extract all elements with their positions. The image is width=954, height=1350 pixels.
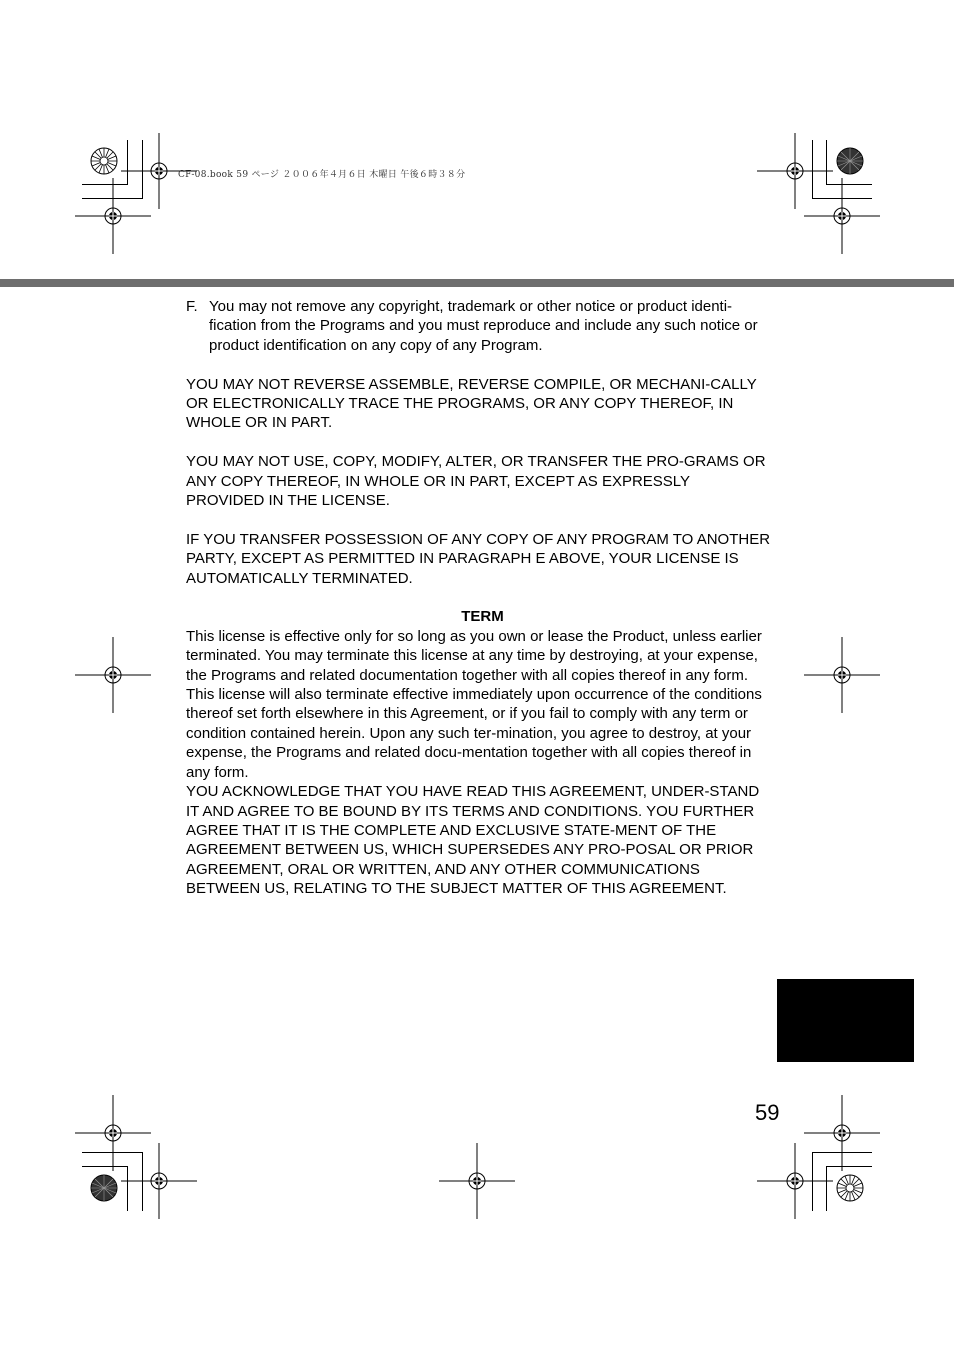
reverse-assemble-paragraph: YOU MAY NOT REVERSE ASSEMBLE, REVERSE COMPILE, OR MECHANI-CALLY OR ELECTRONICALLY TRACE THE PROGRAMS, OR ANY COPY THEREOF, IN WHOLE OR IN PART.: [186, 375, 757, 432]
print-info-slug: CF-08.book 59 ページ ２００６年４月６日 木曜日 午後６時３８分: [178, 170, 466, 180]
chapter-tab: [777, 979, 914, 1062]
term-body: This license is effective only for so long as you own or lease the Product, unless earlier terminated. You may terminate this license at any time by destroying, at your expense, the Programs and related documentation together with all copies thereof in any form. This license will also terminate effective immediately upon occurrence of the conditions thereof set forth elsewhere in this Agreement, or if you fail to comply with any term or condition contained herein. Upon any such ter-mination, you agree to destroy, at your expense, the Programs and related docu-mentation together with all copies thereof in any form.: [186, 627, 762, 781]
no-copy-paragraph: YOU MAY NOT USE, COPY, MODIFY, ALTER, OR TRANSFER THE PRO-GRAMS OR ANY COPY THEREOF, IN WHOLE OR IN PART, EXCEPT AS EXPRESSLY PROVIDED IN THE LICENSE.: [186, 453, 766, 510]
list-marker: F.: [186, 298, 198, 315]
acknowledge-paragraph: YOU ACKNOWLEDGE THAT YOU HAVE READ THIS AGREEMENT, UNDER-STAND IT AND AGREE TO BE BOUND BY ITS TERMS AND CONDITIONS. YOU FURTHER AGREE THAT IT IS THE COMPLETE AND EXCLUSIVE STATE-MENT OF THE AGREEMENT BETWEEN US, WHICH SUPERSEDES ANY PRO-POSAL OR PRIOR AGREEMENT, ORAL OR WRITTEN, AND ANY OTHER COMMUNICATIONS BETWEEN US, RELATING TO THE SUBJECT MATTER OF THIS AGREEMENT.: [186, 783, 760, 898]
header-bar: [0, 279, 954, 287]
term-heading: TERM: [461, 608, 504, 626]
transfer-paragraph: IF YOU TRANSFER POSSESSION OF ANY COPY OF ANY PROGRAM TO ANOTHER PARTY, EXCEPT AS PERMITTED IN PARAGRAPH E ABOVE, YOUR LICENSE IS AUTOMATICALLY TERMINATED.: [186, 530, 771, 587]
list-item-f: [186, 297, 771, 355]
license-text: [186, 297, 771, 899]
list-item-text: You may not remove any copyright, trademark or other notice or product identi-fication from the Programs and you must reproduce and include any such notice or product identification on any copy of any Program.: [209, 298, 758, 354]
page-number: 59: [755, 1100, 780, 1125]
